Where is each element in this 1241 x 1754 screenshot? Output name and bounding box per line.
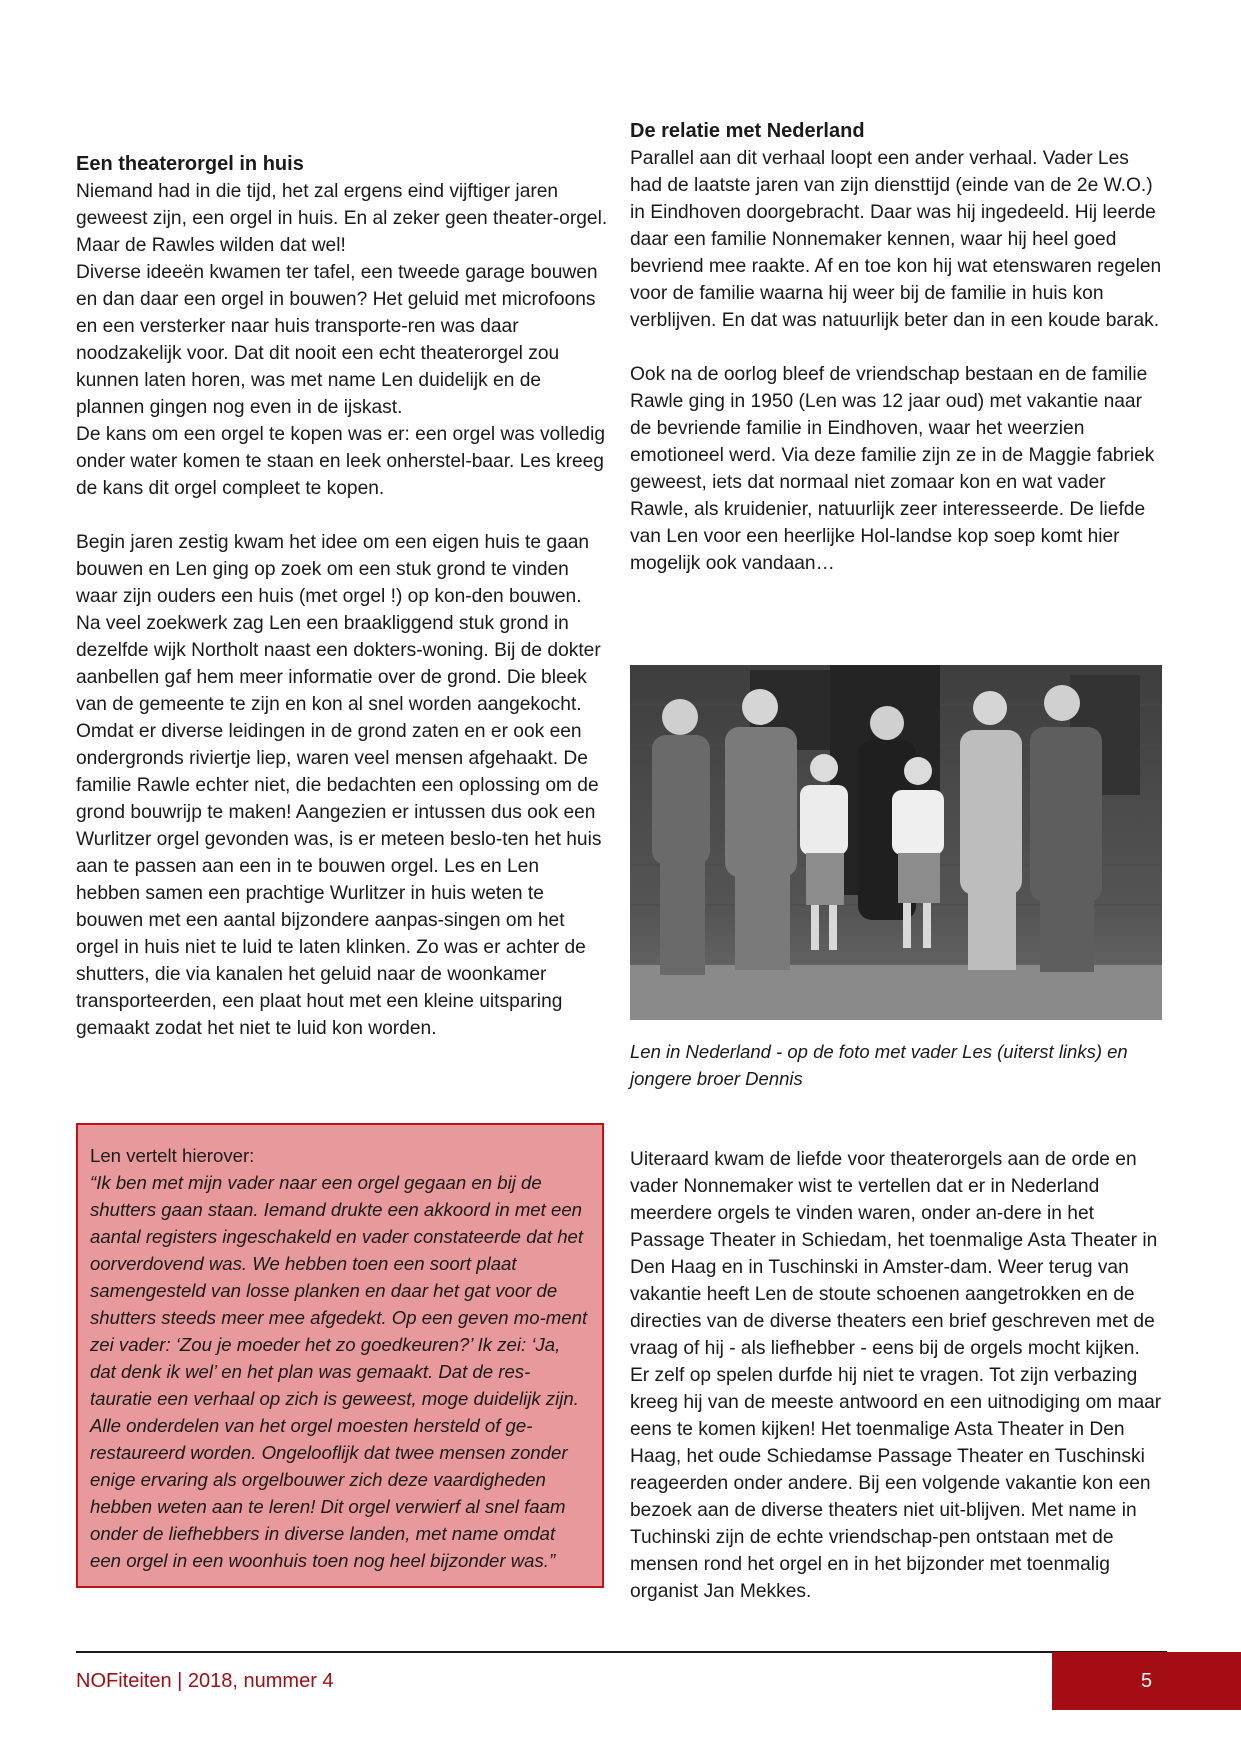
paragraph: Diverse ideeën kwamen ter tafel, een tweede garage bouwen en dan daar een orgel in bouwen? Het geluid met microfoons en een versterker naar huis transporte-ren was daar noodzakelijk voor. Dat dit nooit een echt theaterorgel zou kunnen laten horen, was met name Len duidelijk en de plannen gingen nog even in de ijskast. [76, 262, 598, 418]
page-number-box [1052, 1652, 1241, 1710]
footer-publication: NOFiteiten | 2018, nummer 4 [76, 1670, 334, 1692]
footer-divider [76, 1651, 1167, 1653]
page-number: 5 [1140, 1669, 1153, 1692]
photo-caption: Len in Nederland - op de foto met vader Les (uiterst links) en jongere broer Dennis [630, 1041, 1128, 1089]
section-heading-nederland: De relatie met Nederland [630, 120, 865, 142]
quote-intro: Len vertelt hierover: [90, 1145, 255, 1166]
paragraph: Parallel aan dit verhaal loopt een ander verhaal. Vader Les had de laatste jaren van zijn diensttijd (einde van de 2e W.O.) in Eindhoven doorgebracht. Daar was hij ingedeeld. Hij leerde daar een familie Nonnemaker kennen, waar hij heel goed bevriend mee raakte. Af en toe kon hij wat etenswaren regelen voor de familie waarna hij weer bij de familie in huis kon verblijven. En dat was natuurlijk beter dan in een koude barak. [630, 148, 1162, 331]
paragraph: Begin jaren zestig kwam het idee om een eigen huis te gaan bouwen en Len ging op zoek om een stuk grond te vinden waar zijn ouders een huis (met orgel !) op kon-den bouwen. Na veel zoekwerk zag Len een braakliggend stuk grond in dezelfde wijk Northolt naast een dokters-woning. Bij de dokter aanbellen gaf hem meer informatie over de grond. Die bleek van de gemeente te zijn en kon al snel worden aangekocht. Omdat er diverse leidingen in de grond zaten en er ook een ondergronds riviertje liep, waren veel mensen afgehaakt. De familie Rawle echter niet, die bedachten een oplossing om de grond bouwrijp te maken! Aangezien er intussen dus ook een Wurlitzer orgel gevonden was, is er meteen beslo-ten het huis aan te passen aan een in te bouwen orgel. Les en Len hebben samen een prachtige Wurlitzer in huis weten te bouwen met een aantal bijzondere aanpas-singen om het orgel in huis niet te luid te laten klinken. Zo was er achter de shutters, die via kanalen het geluid naar de woonkamer transporteerden, een plaat hout met een kleine uitsparing gemaakt zodat het niet te luid kon worden. [76, 532, 602, 1039]
family-photo [630, 665, 1162, 1020]
paragraph: De kans om een orgel te kopen was er: een orgel was volledig onder water komen te staan en leek onherstel-baar. Les kreeg de kans dit orgel compleet te kopen. [76, 424, 606, 499]
paragraph: Ook na de oorlog bleef de vriendschap bestaan en de familie Rawle ging in 1950 (Len was 12 jaar oud) met vakantie naar de bevriende familie in Eindhoven, waar het weerzien emotioneel werd. Via deze familie zijn ze in de Maggie fabriek geweest, iets dat normaal niet zomaar kon en wat vader Rawle, als kruidenier, natuurlijk zeer interesseerde. De liefde van Len voor een heerlijke Hol-landse kop soep komt hier mogelijk ook vandaan… [630, 364, 1155, 574]
paragraph: Uiteraard kwam de liefde voor theaterorgels aan de orde en vader Nonnemaker wist te vertellen dat er in Nederland meerdere orgels te vinden waren, onder an-dere in het Passage Theater in Schiedam, het toenmalige Asta Theater in Den Haag en in Tuschinski in Amster-dam. Weer terug van vakantie heeft Len de stoute schoenen aangetrokken en de directies van de diverse theaters een brief geschreven met de vraag of hij - als liefhebber - eens bij de orgels mocht kijken. Er zelf op spelen durfde hij niet te vragen. Tot zijn verbazing kreeg hij van de meeste antwoord en een uitnodiging om maar eens te komen kijken! Het toenmalige Asta Theater in Den Haag, het oude Schiedamse Passage Theater en Tuschinski reageerden onder andere. Bij een volgende vakantie kon een bezoek aan de diverse theaters niet uit-blijven. Met name in Tuchinski zijn de echte vriendschap-pen ontstaan met de mensen rond het orgel en in het bijzonder met toenmalig organist Jan Mekkes. [630, 1149, 1162, 1602]
quote-text: “Ik ben met mijn vader naar een orgel gegaan en bij de shutters gaan staan. Iemand drukte een akkoord in met een aantal registers ingeschakeld en vader constateerde dat het oorverdovend was. We hebben toen een soort plaat samengesteld van losse planken en daar het gat voor de shutters steeds meer mee afgedekt. Op een geven mo-ment zei vader: ‘Zou je moeder het zo goedkeuren?’ Ik zei: ‘Ja, dat denk ik wel’ en het plan was gemaakt. Dat de res-tauratie een verhaal op zich is geweest, moge duidelijk zijn. Alle onderdelen van het orgel moesten hersteld of ge-restaureerd worden. Ongelooflijk dat twee mensen zonder enige ervaring als orgelbouwer zich deze vaardigheden hebben weten aan te leren! Dit orgel verwierf al snel faam onder de liefhebbers in diverse landen, met name omdat een orgel in een woonhuis toen nog heel bijzonder was.” [90, 1172, 588, 1571]
quote-box [76, 1123, 604, 1588]
right-column [630, 118, 1162, 577]
section-heading-theaterorgel: Een theaterorgel in huis [76, 153, 304, 175]
left-column [76, 151, 608, 1042]
right-column-lower [630, 1146, 1162, 1605]
paragraph: Niemand had in die tijd, het zal ergens eind vijftiger jaren geweest zijn, een orgel in huis. En al zeker geen theater-orgel. Maar de Rawles wilden dat wel! [76, 181, 608, 256]
